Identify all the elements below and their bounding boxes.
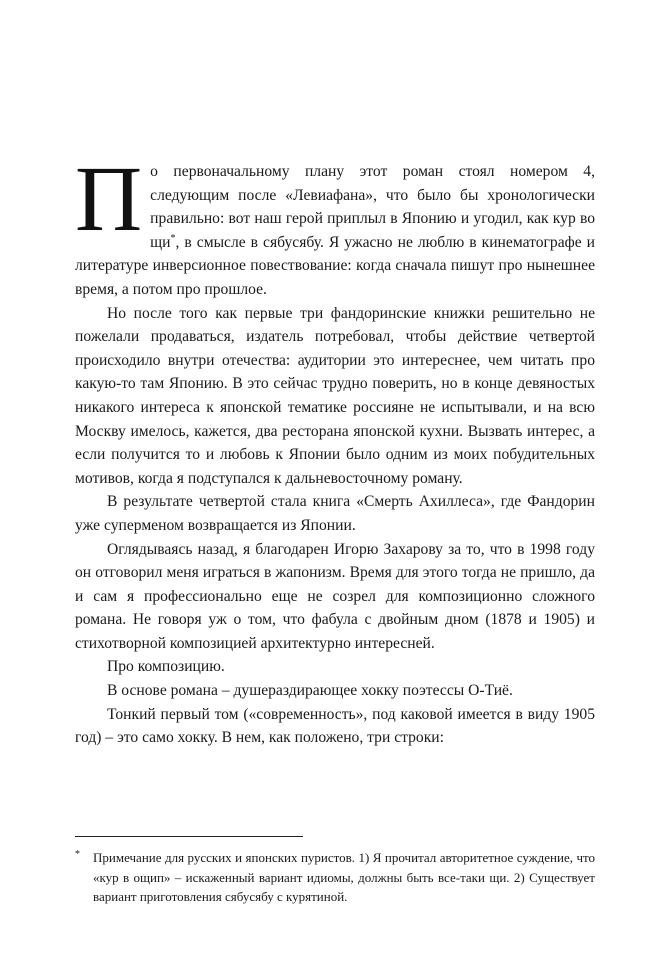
drop-cap: П <box>75 148 143 251</box>
paragraph-3: В результате четвертой стала книга «Смерть Ахиллеса», где Фандорин уже суперменом возвращается из Японии. <box>75 493 595 534</box>
main-text <box>75 148 595 750</box>
paragraph-2: Но после того как первые три фандоринские книжки решительно не пожелали продаваться, издатель потребовал, чтобы действие четвертой происходило внутри отечества: аудитории это интереснее, чем читать про какую-то там Японию. В это сейчас трудно поверить, но в конце девяностых никакого интереса к японской тематике россияне не испытывали, и на всю Москву имелось, кажется, два ресторана японской кухни. Вызвать интерес, а если получится то и любовь к Японии было одним из моих побудительных мотивов, когда я подступался к дальневосточному роману. <box>75 304 595 487</box>
footnote-text: Примечание для русских и японских пуристов. 1) Я прочитал авторитетное суждение, что «кур в ощип» – искаженный вариант идиомы, должны быть все-таки щи. 2) Существует вариант приготовления сябусябу с курятиной. <box>93 850 595 904</box>
footnote <box>75 848 595 907</box>
paragraph-4: Оглядываясь назад, я благодарен Игорю Захарову за то, что в 1998 году он отговорил меня играться в жапонизм. Время для этого тогда не пришло, да и сам я профессионально еще не созрел для композиционно сложного романа. Не говоря уж о том, что фабула с двойным дном (1878 и 1905) и стихотворной композицией архитектурно интересней. <box>75 540 595 652</box>
paragraph-7: Тонкий первый том («современность», под каковой имеется в виду 1905 год) – это само хокку. В нем, как положено, три строки: <box>75 705 595 747</box>
paragraph-6: В основе романа – душераздирающее хокку поэтессы О-Тиё. <box>107 682 513 700</box>
paragraph-5: Про композицию. <box>107 658 225 676</box>
paragraph-1 <box>75 148 595 302</box>
paragraph-1-text-a: о первоначальному плану этот роман стоял номером 4, следующим после «Левиафана», что было бы хронологически правильно: вот наш герой приплыл в Японию и угодил, как кур во щи <box>150 163 595 251</box>
footnote-mark: * <box>75 849 80 860</box>
footnote-reference[interactable]: * <box>170 232 176 244</box>
footnote-divider <box>75 836 303 837</box>
paragraph-1-text-b: , в смысле в сябусябу. Я ужасно не люблю в кинематографе и литературе инверсионное повествование: когда сначала пишут про нынешнее время, а потом про прошлое. <box>75 233 595 298</box>
